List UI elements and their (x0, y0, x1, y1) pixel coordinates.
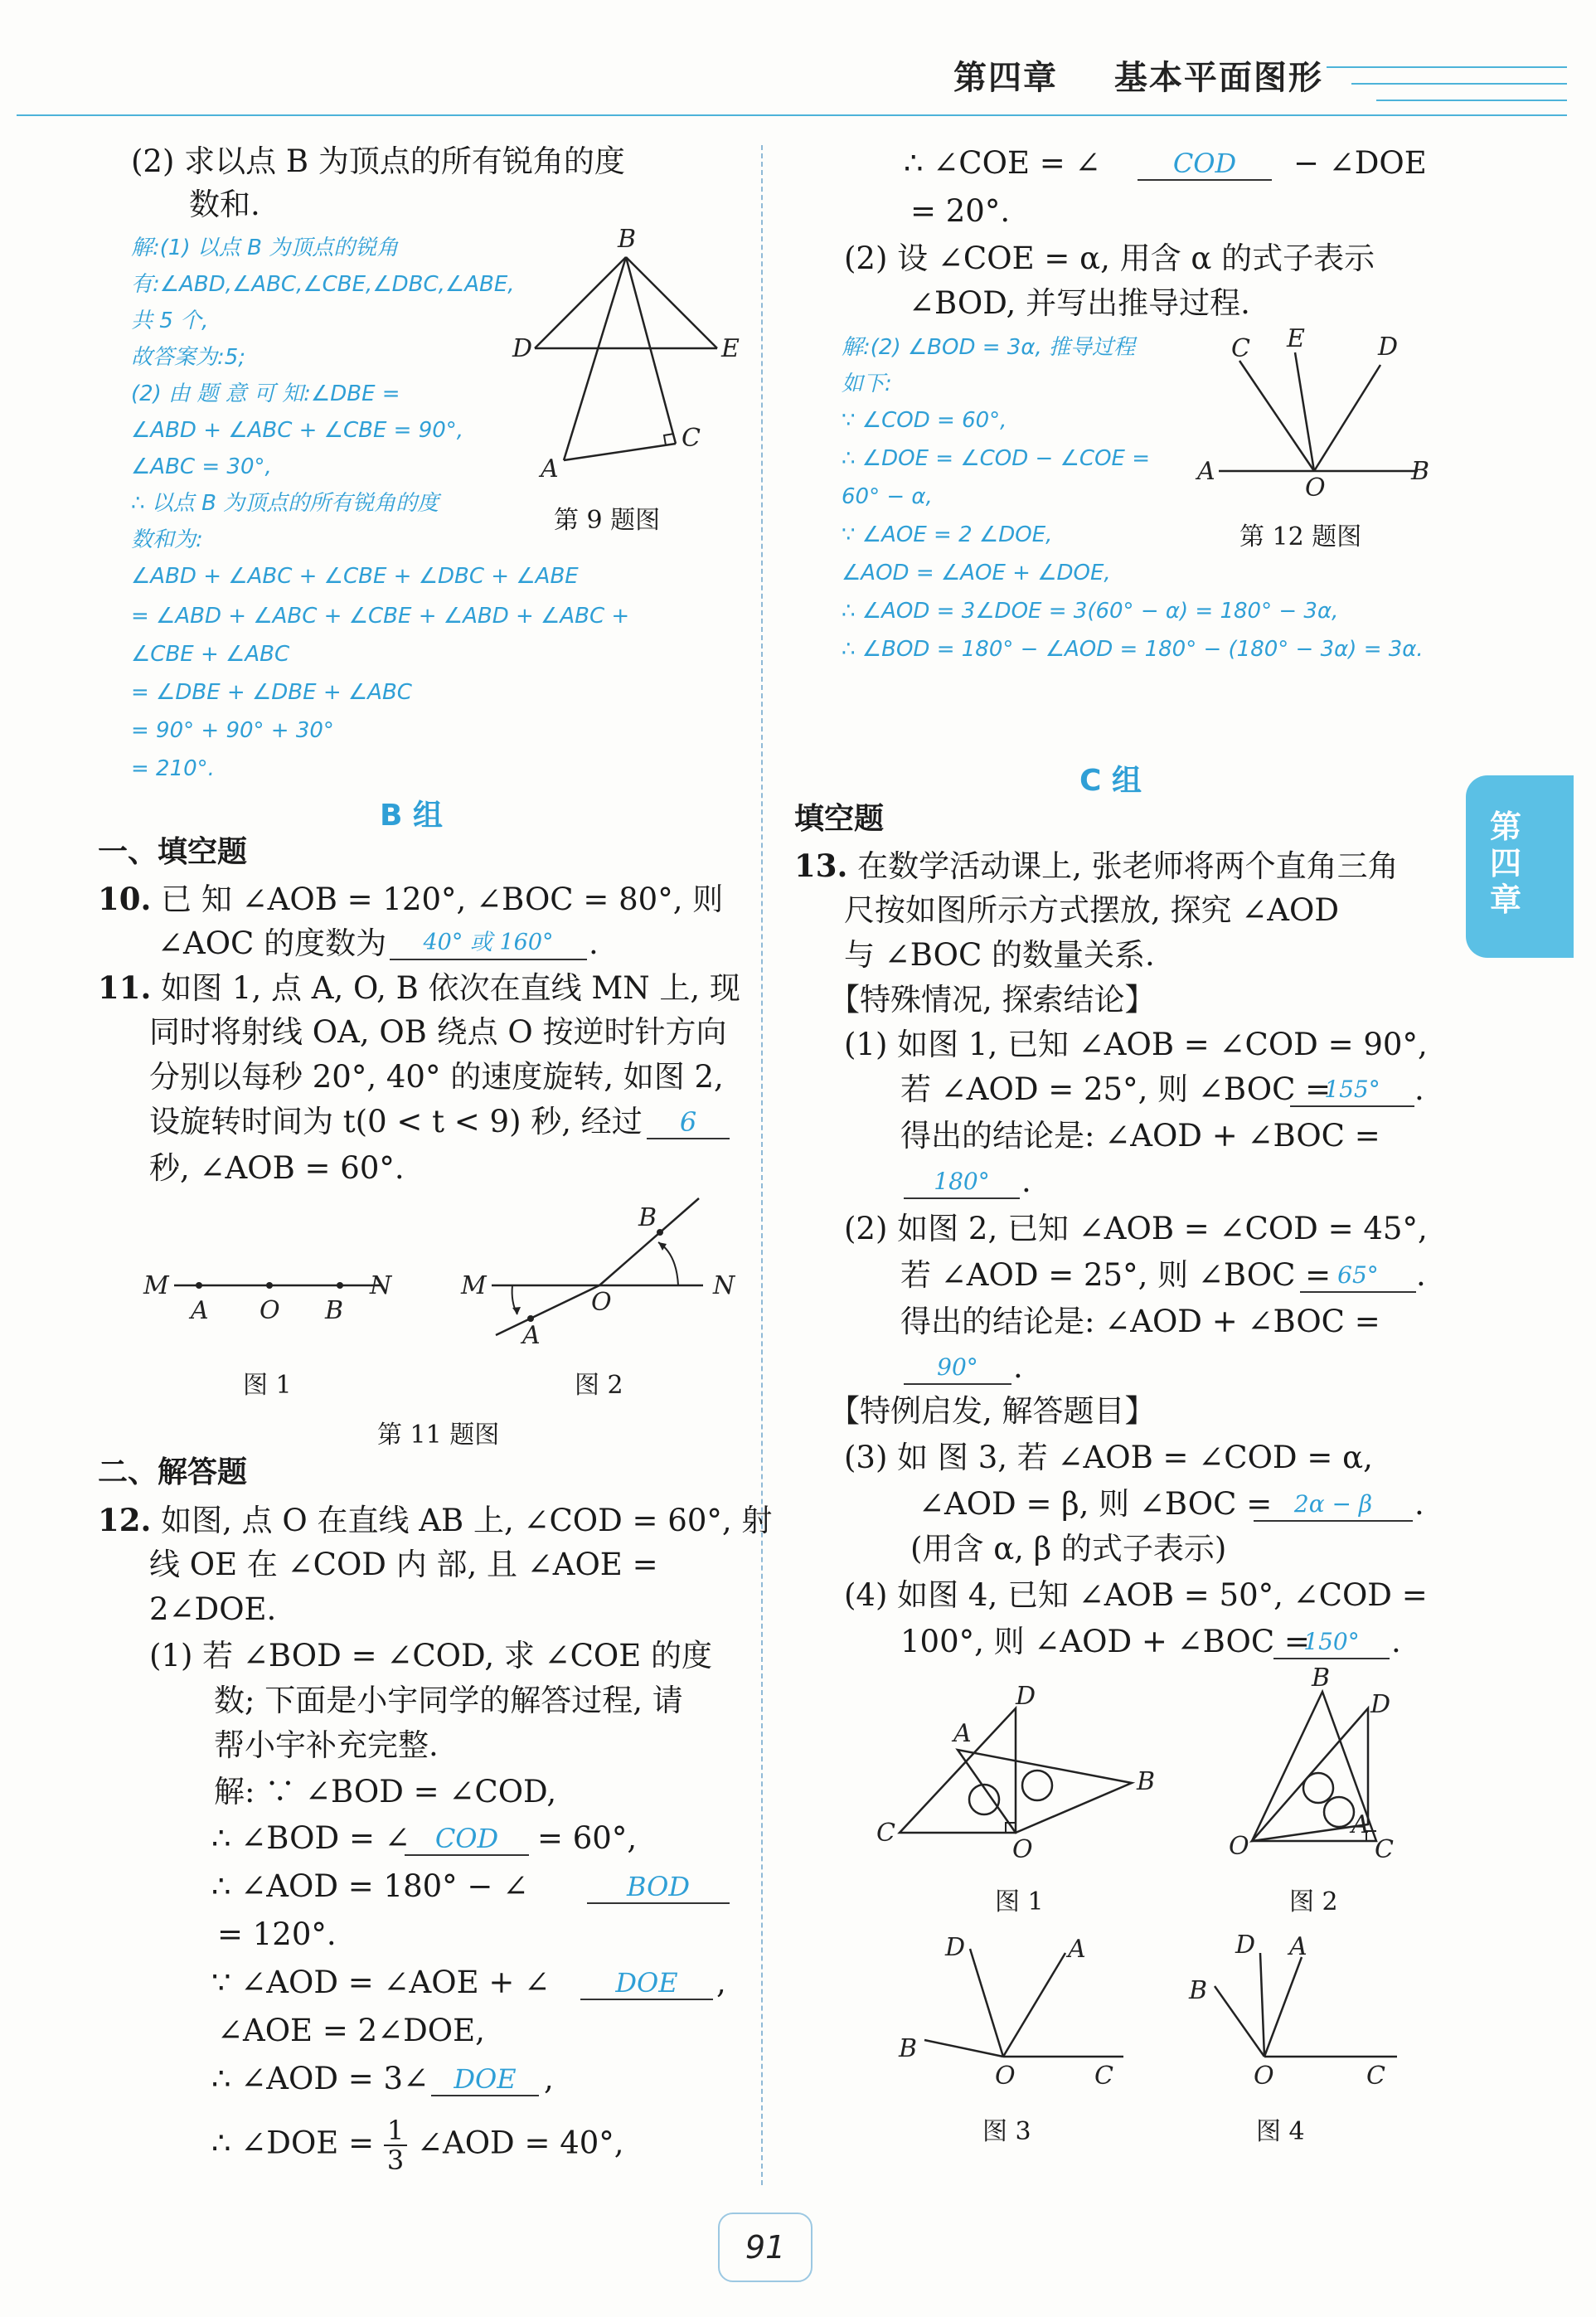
label-C: C (1366, 2062, 1385, 2091)
q12-sol-line: ∵ ∠COD = 60°, (842, 408, 1007, 433)
q13-p2-line1: (2) 如图 2, 已知 ∠AOB = ∠COD = 45°, (844, 1211, 1428, 1246)
q11-line3: 分别以每秒 20°, 40° 的速度旋转, 如图 2, (149, 1059, 724, 1095)
q12-step2-pre: ∴ ∠BOD = ∠ (211, 1820, 410, 1856)
q9-part2-line1: (2) 求以点 B 为顶点的所有锐角的度 (131, 143, 625, 179)
label-O: O (1012, 1835, 1033, 1864)
q12-step9-pre: ∴ ∠COE = ∠ (904, 145, 1101, 181)
q13-p3-blank: 2α − β (1254, 1485, 1413, 1522)
q12-sol-line: ∠AOD = ∠AOE + ∠DOE, (842, 561, 1111, 585)
q13-line2: 尺按如图所示方式摆放, 探究 ∠AOD (844, 892, 1340, 928)
q12-step10: = 20°. (910, 193, 1011, 229)
q13-figure-3 (887, 1932, 1152, 2098)
q12-step3-blank: BOD (587, 1868, 730, 1904)
q12-step5-pre: ∵ ∠AOD = ∠AOE + ∠ (211, 1965, 551, 2000)
q12-step5-blank: DOE (580, 1964, 713, 2000)
label-M: M (143, 1271, 169, 1300)
q9-sol-line: ∠ABD + ∠ABC + ∠CBE + ∠DBC + ∠ABE (131, 564, 579, 589)
q11-line5: 秒, ∠AOB = 60°. (149, 1150, 405, 1186)
group-b-title: B 组 (380, 799, 443, 833)
q11-line2: 同时将射线 OA, OB 绕点 O 按逆时针方向 (149, 1014, 727, 1050)
label-A: A (953, 1719, 972, 1748)
q12-sol-line: 60° − α, (842, 484, 933, 509)
q13-p2-line2: 若 ∠AOD = 25°, 则 ∠BOC = (900, 1257, 1332, 1293)
q12-sol-line: ∴ ∠DOE = ∠COD − ∠COE = (842, 446, 1151, 471)
q13-line1 (794, 843, 1399, 889)
q9-sol-line: (2) 由 题 意 可 知:∠DBE = (131, 381, 400, 406)
header-rule (17, 114, 1567, 116)
label-C: C (876, 1819, 895, 1848)
label-A: A (522, 1321, 541, 1350)
q11-caption: 第 11 题图 (377, 1421, 500, 1450)
q13-p2-blank2: 90° (904, 1348, 1011, 1385)
label-N: N (370, 1271, 392, 1300)
q11-figure-1 (141, 1244, 415, 1325)
q13-p4-blank: 150° (1273, 1623, 1390, 1659)
q13-dot: . (1414, 1486, 1424, 1522)
group-c-title: C 组 (1079, 764, 1142, 798)
label-A: A (191, 1296, 209, 1325)
chapter-label: 第四章 (953, 59, 1058, 97)
q13-p1-line3: 得出的结论是: ∠AOD + ∠BOC = (900, 1118, 1380, 1154)
q10-period: . (589, 925, 599, 961)
q13-p1-blank2: 180° (904, 1163, 1020, 1199)
q13-p4-line2: 100°, 则 ∠AOD + ∠BOC = (900, 1624, 1310, 1659)
label-O: O (260, 1296, 280, 1325)
q11-line4: 设旋转时间为 t(0 < t < 9) 秒, 经过 (149, 1104, 643, 1139)
q10-text: 已 知 ∠AOB = 120°, ∠BOC = 80°, 则 (161, 882, 724, 917)
label-B: B (1189, 1976, 1208, 2005)
q12-line2: 线 OE 在 ∠COD 内 部, 且 ∠AOE = (149, 1547, 658, 1582)
q10-line1 (98, 877, 723, 922)
label-C: C (1375, 1835, 1394, 1864)
q13-p3-line1: (3) 如 图 3, 若 ∠AOB = ∠COD = α, (844, 1440, 1373, 1475)
q9-sol-line: 数和为: (131, 527, 203, 552)
q13-figure-4 (1177, 1924, 1426, 2098)
q12-p2-line1: (2) 设 ∠COE = α, 用含 α 的式子表示 (844, 240, 1375, 276)
q12-p2-line2: ∠BOD, 并写出推导过程. (909, 285, 1250, 321)
label-D: D (1016, 1682, 1036, 1711)
label-M: M (461, 1271, 487, 1300)
section-fill-in-c: 填空题 (794, 802, 885, 836)
q12-line3: 2∠DOE. (149, 1591, 277, 1627)
section-answer: 二、解答题 (98, 1455, 248, 1489)
q9-fig-caption: 第 9 题图 (554, 506, 661, 535)
q9-sol-line: 故答案为:5; (131, 345, 246, 370)
fraction-denominator: 3 (386, 2145, 405, 2176)
q9-sol-line: ∠CBE + ∠ABC (131, 642, 290, 667)
q9-figure (497, 224, 746, 506)
q13-p4-line1: (4) 如图 4, 已知 ∠AOB = 50°, ∠COD = (844, 1577, 1428, 1613)
q13-text: 在数学活动课上, 张老师将两个直角三角 (857, 848, 1399, 884)
q12-sol-line: 解:(2) ∠BOD = 3α, 推导过程 (842, 335, 1136, 360)
q13-bracket1: 【特殊情况, 探索结论】 (829, 982, 1156, 1018)
q9-sol-line: = ∠ABD + ∠ABC + ∠CBE + ∠ABD + ∠ABC + (131, 604, 630, 629)
q12-step4: = 120°. (217, 1916, 337, 1952)
q12-step2-blank: COD (405, 1819, 529, 1856)
label-B: B (1137, 1767, 1156, 1796)
q9-part2-line2: 数和. (189, 187, 260, 222)
label-D: D (945, 1933, 966, 1962)
q13-dot: . (1021, 1163, 1031, 1199)
label-C: C (682, 424, 701, 453)
q12-figure (1194, 319, 1443, 510)
q12-sol-line: ∴ ∠AOD = 3∠DOE = 3(60° − α) = 180° − 3α, (842, 599, 1339, 624)
q12-step9-post: − ∠DOE (1293, 145, 1427, 181)
q13-dot: . (1013, 1349, 1023, 1385)
q10-answer-blank: 40° 或 160° (390, 924, 587, 960)
label-O: O (591, 1288, 612, 1317)
q11-fig1-caption: 图 1 (243, 1371, 292, 1400)
side-tab-label: 第四章 (1489, 809, 1521, 918)
label-B: B (899, 2034, 918, 2063)
fraction-numerator: 1 (384, 2116, 407, 2146)
column-divider (761, 145, 763, 2185)
q12-text: 如图, 点 O 在直线 AB 上, ∠COD = 60°, 射 (161, 1503, 773, 1538)
q13-p1-line2: 若 ∠AOD = 25°, 则 ∠BOC = (900, 1071, 1332, 1107)
q12-step1: 解: ∵ ∠BOD = ∠COD, (214, 1774, 557, 1809)
q12-step3-pre: ∴ ∠AOD = 180° − ∠ (211, 1868, 529, 1904)
label-C: C (1094, 2062, 1113, 2091)
q12-p1-line3: 帮小宇补充完整. (214, 1727, 439, 1763)
label-A: A (541, 454, 559, 483)
chapter-title: 基本平面图形 (1113, 59, 1323, 97)
q12-step5-post: , (716, 1965, 726, 2000)
label-C: C (1231, 334, 1250, 363)
label-E: E (1287, 324, 1305, 353)
q13-p3-line2: ∠AOD = β, 则 ∠BOC = (919, 1486, 1273, 1522)
q13-figure-2 (1219, 1664, 1443, 1866)
label-E: E (721, 334, 740, 363)
q13-fig2-caption: 图 2 (1289, 1887, 1338, 1916)
q12-line1 (98, 1498, 772, 1543)
q13-figure-1 (866, 1682, 1156, 1866)
q10-number: 10. (98, 881, 152, 917)
q13-p2-line3: 得出的结论是: ∠AOD + ∠BOC = (900, 1304, 1380, 1339)
q12-sol-line: ∵ ∠AOE = 2 ∠DOE, (842, 522, 1053, 547)
q13-fig4-caption: 图 4 (1256, 2117, 1305, 2146)
q11-line1 (98, 965, 740, 1011)
q9-sol-line: 有:∠ABD,∠ABC,∠CBE,∠DBC,∠ABE, (131, 272, 515, 297)
q13-fig3-caption: 图 3 (982, 2117, 1031, 2146)
label-A: A (1289, 1932, 1307, 1961)
label-D: D (1235, 1931, 1256, 1960)
q12-step8-pre: ∴ ∠DOE = (211, 2125, 375, 2161)
label-N: N (713, 1271, 735, 1300)
q12-step9-blank: COD (1138, 144, 1272, 181)
label-B: B (1312, 1664, 1331, 1693)
q12-sol-line: ∴ ∠BOD = 180° − ∠AOD = 180° − (180° − 3α) = 3α. (842, 637, 1424, 662)
q12-p1-line1: (1) 若 ∠BOD = ∠COD, 求 ∠COE 的度 (149, 1638, 713, 1673)
label-B: B (618, 225, 637, 254)
q12-step6: ∠AOE = 2∠DOE, (217, 2013, 485, 2048)
q12-step7-post: , (544, 2061, 554, 2096)
q13-p1-blank: 155° (1290, 1071, 1414, 1107)
label-B: B (638, 1203, 657, 1232)
q12-step8-post: ∠AOD = 40°, (416, 2125, 624, 2161)
q11-text: 如图 1, 点 A, O, B 依次在直线 MN 上, 现 (161, 970, 740, 1006)
label-D: D (512, 334, 533, 363)
q9-sol-line: 解:(1) 以点 B 为顶点的锐角 (131, 236, 399, 260)
label-O: O (1305, 474, 1326, 503)
label-B: B (1411, 457, 1430, 486)
q13-dot: . (1391, 1624, 1401, 1659)
header-deco-line (1376, 100, 1567, 101)
label-D: D (1378, 333, 1399, 362)
label-B: B (325, 1296, 344, 1325)
q9-sol-line: 共 5 个, (131, 308, 209, 333)
header-deco-line (1351, 83, 1567, 85)
label-A: A (1068, 1935, 1086, 1964)
q13-bracket2: 【特例启发, 解答题目】 (829, 1393, 1156, 1429)
q9-sol-line: = ∠DBE + ∠DBE + ∠ABC (131, 680, 412, 705)
q12-p1-line2: 数; 下面是小宇同学的解答过程, 请 (214, 1683, 683, 1718)
q13-p1-line1: (1) 如图 1, 已知 ∠AOB = ∠COD = 90°, (844, 1027, 1428, 1062)
label-A: A (1197, 457, 1215, 486)
q11-number: 11. (98, 969, 152, 1006)
q13-dot: . (1416, 1257, 1426, 1293)
q11-fig2-caption: 图 2 (575, 1371, 623, 1400)
q12-step7-blank: DOE (431, 2060, 539, 2096)
page-number: 91 (718, 2213, 813, 2282)
fraction-one-third (384, 2116, 407, 2174)
q13-line3: 与 ∠BOC 的数量关系. (844, 937, 1155, 973)
q9-sol-line: = 210°. (131, 756, 215, 781)
q9-sol-line: ∠ABD + ∠ABC + ∠CBE = 90°, (131, 418, 464, 443)
q9-sol-line: = 90° + 90° + 30° (131, 718, 334, 743)
label-O: O (1254, 2062, 1274, 2091)
q12-number: 12. (98, 1502, 152, 1538)
header-deco-line (1327, 66, 1567, 68)
q11-answer-blank: 6 (647, 1103, 730, 1139)
q13-dot: . (1414, 1071, 1424, 1107)
label-O: O (1229, 1832, 1249, 1861)
label-A: A (1351, 1810, 1370, 1839)
chapter-header (953, 51, 1323, 99)
q13-p2-blank: 65° (1300, 1256, 1416, 1293)
label-D: D (1370, 1690, 1391, 1719)
q12-step8 (211, 2116, 624, 2174)
q9-sol-line: ∠ABC = 30°, (131, 454, 272, 479)
section-fill-in: 一、填空题 (98, 835, 248, 869)
q9-sol-line: ∴ 以点 B 为顶点的所有锐角的度 (131, 491, 439, 516)
q11-figure-2 (454, 1194, 753, 1352)
q12-fig-caption: 第 12 题图 (1239, 522, 1362, 551)
label-O: O (995, 2062, 1016, 2091)
q12-step7-pre: ∴ ∠AOD = 3∠ (211, 2061, 429, 2096)
q10-line2: ∠AOC 的度数为 (158, 925, 387, 961)
q13-fig1-caption: 图 1 (995, 1887, 1044, 1916)
q13-number: 13. (794, 848, 848, 884)
q12-step2-post: = 60°, (537, 1820, 638, 1856)
q13-p3-line3: (用含 α, β 的式子表示) (910, 1531, 1227, 1567)
q12-sol-line: 如下: (842, 372, 892, 396)
